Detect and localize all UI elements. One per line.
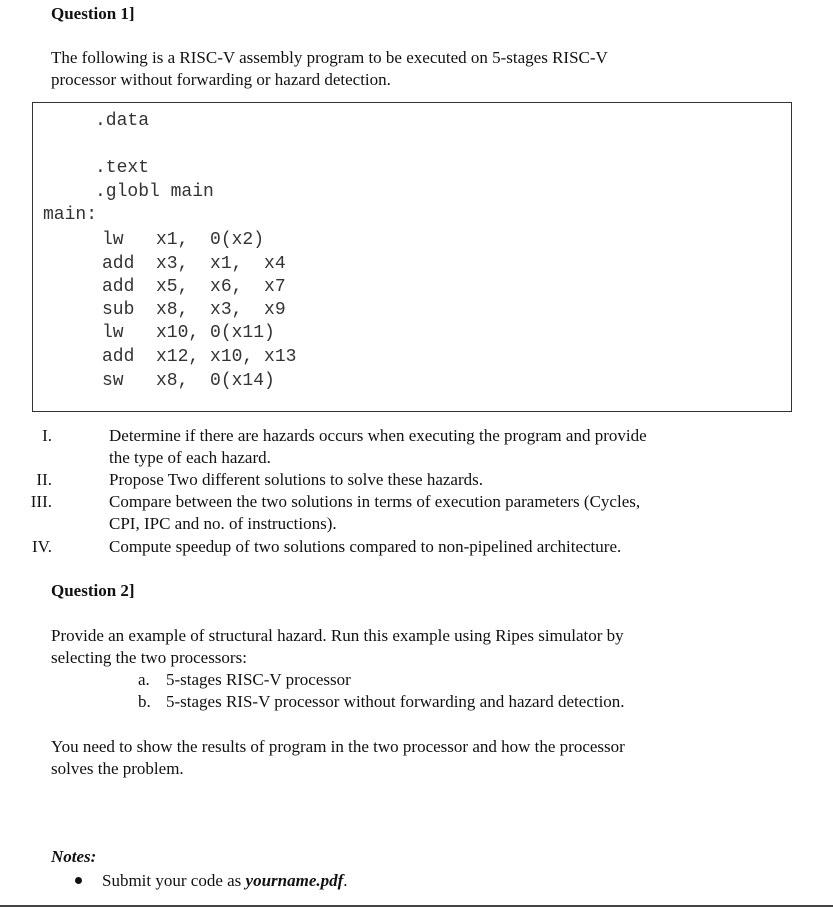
task-number: IV. [32, 537, 52, 556]
option-letter: a. [138, 670, 150, 689]
option-text: 5-stages RISC-V processor [166, 670, 351, 689]
bullet-icon [75, 877, 82, 884]
task-text: Compare between the two solutions in terms of execution parameters (Cycles, [109, 492, 641, 511]
question-1-heading: Question 1] [51, 4, 135, 23]
code-data-directive: .data [95, 111, 150, 131]
task-number: II. [36, 470, 52, 489]
question-2-closing-line-2: solves the problem. [51, 759, 184, 778]
task-number: III. [30, 492, 52, 511]
notes-bullet-prefix: Submit your code as [102, 871, 246, 890]
code-globl-directive: .globl main [95, 182, 214, 202]
option-letter: b. [138, 692, 151, 711]
code-instruction: add x12, x10, x13 [102, 347, 297, 367]
task-text-continued: CPI, IPC and no. of instructions). [109, 514, 337, 533]
code-main-label: main: [43, 205, 98, 225]
question-2-intro-line-1: Provide an example of structural hazard. Run this example using Ripes simulator by [51, 626, 624, 645]
question-2-closing-line-1: You need to show the results of program in the two processor and how the processor [51, 737, 625, 756]
code-text-directive: .text [95, 158, 150, 178]
code-instruction: sub x8, x3, x9 [102, 300, 286, 320]
question-2-heading: Question 2] [51, 581, 135, 600]
code-instruction: sw x8, 0(x14) [102, 371, 275, 391]
code-instruction: lw x1, 0(x2) [102, 230, 265, 250]
option-text: 5-stages RIS-V processor without forwarding and hazard detection. [166, 692, 625, 711]
task-text-continued: the type of each hazard. [109, 448, 271, 467]
question-1-intro-line-1: The following is a RISC-V assembly program to be executed on 5-stages RISC-V [51, 48, 608, 67]
task-text: Compute speedup of two solutions compared to non-pipelined architecture. [109, 537, 622, 556]
task-number: I. [42, 426, 52, 445]
question-2-intro-line-2: selecting the two processors: [51, 648, 247, 667]
notes-heading: Notes: [51, 847, 97, 866]
code-instruction: add x5, x6, x7 [102, 277, 286, 297]
code-instruction: add x3, x1, x4 [102, 254, 286, 274]
question-1-intro-line-2: processor without forwarding or hazard detection. [51, 70, 391, 89]
task-text: Propose Two different solutions to solve these hazards. [109, 470, 484, 489]
notes-bullet-text [102, 870, 348, 892]
code-instruction: lw x10, 0(x11) [102, 323, 275, 343]
task-text: Determine if there are hazards occurs when executing the program and provide [109, 426, 647, 445]
notes-bullet-suffix: . [343, 871, 348, 890]
page-bottom-rule [0, 905, 833, 907]
notes-bullet-filename: yourname.pdf [245, 871, 344, 890]
